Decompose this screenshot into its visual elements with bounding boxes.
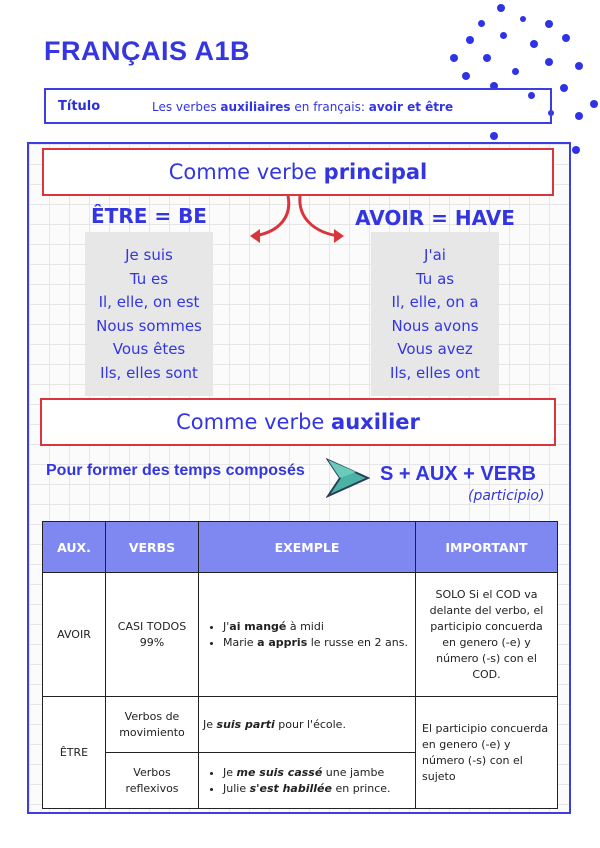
table-row-etre-movimiento (43, 697, 558, 753)
avoir-heading: AVOIR = HAVE (355, 206, 515, 230)
auxiliary-table (42, 521, 558, 809)
chevron-arrow-icon (326, 458, 372, 498)
section-principal-heading (42, 148, 554, 196)
principal-heading-bold: principal (323, 160, 428, 184)
titulo-pre: Les verbes (152, 100, 217, 114)
example-item: • Marie a appris le russe en 2 ans. (223, 635, 414, 651)
col-exemple: EXEMPLE (199, 522, 416, 573)
avoir-conjugation-card (371, 232, 499, 396)
avoir-line: Nous avons (391, 316, 479, 335)
formula-participio: (participio) (468, 488, 545, 504)
titulo-bold-auxiliaires: auxiliaires (220, 100, 291, 114)
formula: S + AUX + VERB (380, 463, 536, 485)
etre-heading-wrap (85, 203, 213, 233)
etre-heading: ÊTRE = BE (91, 204, 207, 228)
avoir-line: Ils, elles ont (390, 363, 480, 382)
col-important: IMPORTANT (416, 522, 558, 573)
table-row-avoir (43, 573, 558, 697)
formula-description: Pour former des temps composés (46, 462, 305, 479)
cell-verbs-movimiento: Verbos de movimiento (106, 697, 199, 753)
avoir-line: Tu as (415, 269, 455, 288)
table-header-row (43, 522, 558, 573)
cell-aux-avoir: AVOIR (43, 573, 106, 697)
red-arrows-icon (240, 194, 360, 250)
cell-verbs-avoir: CASI TODOS 99% (106, 573, 199, 697)
col-aux: AUX. (43, 522, 106, 573)
principal-heading-pre: Comme verbe (168, 160, 317, 184)
titulo-mid: en français: (294, 100, 365, 114)
example-item: • Je me suis cassé une jambe (223, 765, 414, 781)
etre-line: Il, elle, on est (98, 293, 200, 311)
auxilier-heading-pre: Comme verbe (176, 410, 325, 434)
cell-important-avoir: SOLO Si el COD va delante del verbo, el participio concuerda en genero (-e) y número (-s) con el COD. (416, 573, 558, 697)
cell-verbs-reflexivos: Verbos reflexivos (106, 753, 199, 809)
avoir-line: Il, elle, on a (391, 293, 479, 311)
cell-aux-etre: ÊTRE (43, 697, 106, 809)
etre-line: Ils, elles sont (100, 363, 198, 382)
cell-exemple-avoir (199, 573, 416, 697)
titulo-bar (44, 88, 552, 124)
auxilier-heading-bold: auxilier (331, 410, 420, 434)
cell-exemple-movimiento: Je suis parti pour l'école. (199, 697, 416, 753)
etre-line: Vous êtes (112, 340, 186, 358)
etre-conjugation-card (85, 232, 213, 396)
titulo-bold-avoir-etre: avoir et être (368, 100, 454, 114)
section-auxilier-heading (40, 398, 556, 446)
example-item: • J'ai mangé à midi (223, 619, 414, 635)
cell-exemple-reflexivos (199, 753, 416, 809)
avoir-line: Vous avez (397, 340, 473, 358)
titulo-value (152, 100, 453, 114)
cell-important-etre: El participio concuerda en genero (-e) y número (-s) con el sujeto (416, 697, 558, 809)
etre-line: Nous sommes (96, 316, 202, 335)
avoir-line: J'ai (424, 246, 446, 264)
etre-line: Tu es (129, 269, 169, 288)
titulo-label: Título (58, 99, 101, 114)
etre-line: Je suis (125, 246, 173, 264)
col-verbs: VERBS (106, 522, 199, 573)
example-item: • Julie s'est habillée en prince. (223, 781, 414, 797)
page-title: FRANÇAIS A1B (44, 36, 251, 66)
